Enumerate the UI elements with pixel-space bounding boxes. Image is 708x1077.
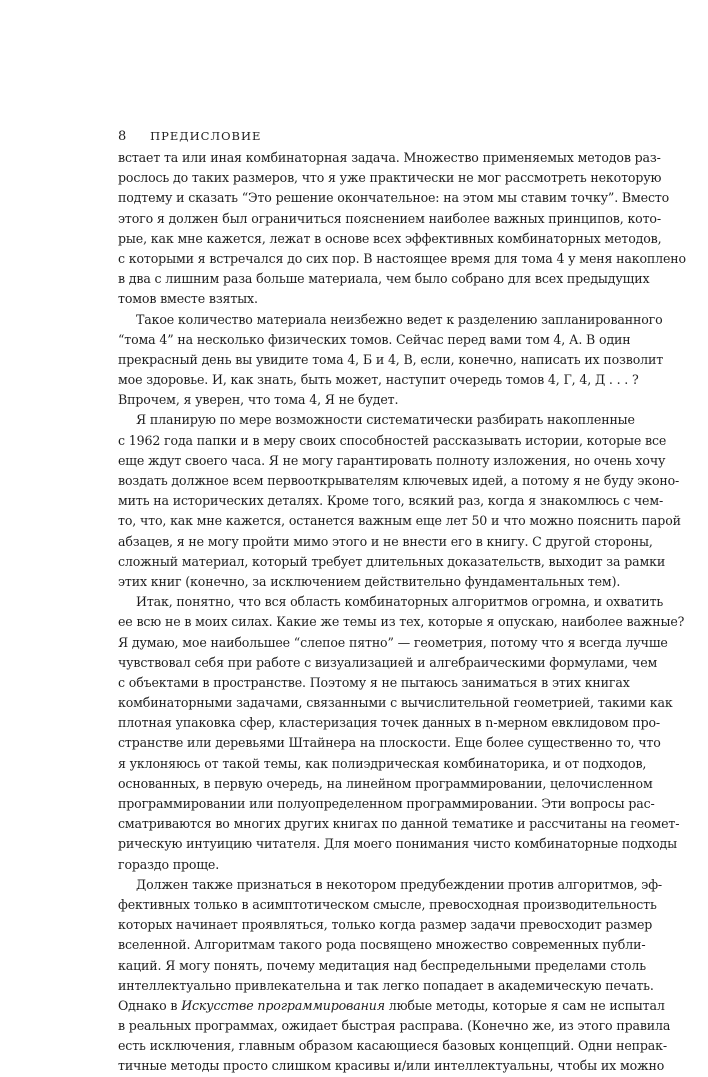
section-title: ПРЕДИСЛОВИЕ <box>150 129 262 143</box>
text-line: абзацев, я не могу пройти мимо этого и не внести его в книгу. С другой стороны, <box>118 533 653 549</box>
text-line: Однако в Искусстве программирования любые методы, которые я сам не испытал <box>118 997 665 1013</box>
text-line: программировании или полуопределенном программировании. Эти вопросы рас- <box>118 796 655 811</box>
text-line: вселенной. Алгоритмам такого рода посвящено множество современных публи- <box>118 937 646 953</box>
text-line: каций. Я могу понять, почему медитация над беспредельными пределами столь <box>118 957 646 973</box>
text-line: с 1962 года папки и в меру своих способностей рассказывать истории, которые все <box>118 432 667 448</box>
paragraph <box>118 410 681 592</box>
text-line: Я думаю, мое наибольшее “слепое пятно” — геометрия, потому что я всегда лучше <box>118 634 668 650</box>
paragraph <box>118 310 664 411</box>
text-line: с объектами в пространстве. Поэтому я не пытаюсь заниматься в этих книгах <box>118 674 630 690</box>
page-number: 8 <box>118 129 127 144</box>
text-line: комбинаторными задачами, связанными с вычислительной геометрией, такими как <box>118 695 673 711</box>
text-line: Впрочем, я уверен, что тома 4, Я не будет. <box>118 392 399 408</box>
text-line: есть исключения, главным образом касающиеся базовых концепций. Одни непрак- <box>118 1038 667 1054</box>
text-line: рическую интуицию читателя. Для моего понимания чисто комбинаторные подходы <box>118 836 678 852</box>
text-line: этих книг (конечно, за исключением действительно фундаментальных тем). <box>118 573 621 589</box>
paragraph <box>118 875 671 1077</box>
body-text <box>118 148 686 1077</box>
text-line: в реальных программах, ожидает быстрая расправа. (Конечно же, из этого правила <box>118 1018 671 1034</box>
text-line: странстве или деревьями Штайнера на плоскости. Еще более существенно то, что <box>118 735 661 751</box>
text-line: Должен также признаться в некотором предубеждении против алгоритмов, эф- <box>136 876 663 892</box>
text-line: тичные методы просто слишком красивы и/или интеллектуальны, чтобы их можно <box>118 1058 665 1074</box>
text-line: ее всю не в моих силах. Какие же темы из тех, которые я опускаю, наиболее важные? <box>118 614 685 630</box>
text-line: Такое количество материала неизбежно ведет к разделению запланированного <box>136 311 663 327</box>
text-line: подтему и сказать “Это решение окончательное: на этом мы ставим точку”. Вместо <box>118 190 670 206</box>
text-line: мое здоровье. И, как знать, быть может, наступит очередь томов 4, Г, 4, Д . . . ? <box>118 372 639 388</box>
text-line: Я планирую по мере возможности систематически разбирать накопленные <box>136 412 635 428</box>
text-line: я уклоняюсь от такой темы, как полиэдрическая комбинаторика, и от подходов, <box>118 755 647 771</box>
text-line: чувствовал себя при работе с визуализацией и алгебраическими формулами, чем <box>118 654 658 670</box>
text-line: еще ждут своего часа. Я не могу гарантировать полноту изложения, но очень хочу <box>118 452 666 468</box>
book-title-italic: Искусстве программирования <box>181 997 385 1013</box>
text-line: встает та или иная комбинаторная задача. Множество применяемых методов раз- <box>118 150 661 165</box>
text-line: сматриваются во многих других книгах по данной тематике и рассчитаны на геомет- <box>118 816 680 832</box>
text-line: этого я должен был ограничиться пояснением наиболее важных принципов, кото- <box>118 210 661 226</box>
text-line: томов вместе взятых. <box>118 291 258 307</box>
paragraph <box>118 592 685 875</box>
text-line: мить на исторических деталях. Кроме того, всякий раз, когда я знакомлюсь с чем- <box>118 493 664 509</box>
text-line: сложный материал, который требует длительных доказательств, выходит за рамки <box>118 553 666 569</box>
text-line: Итак, понятно, что вся область комбинаторных алгоритмов огромна, и охватить <box>136 594 664 610</box>
text-line: прекрасный день вы увидите тома 4, Б и 4, В, если, конечно, написать их позволит <box>118 351 664 367</box>
text-line: основанных, в первую очередь, на линейном программировании, целочисленном <box>118 775 653 791</box>
text-line: воздать должное всем первооткрывателям ключевых идей, а потому я не буду эконо- <box>118 473 680 488</box>
text-line: гораздо проще. <box>118 856 220 872</box>
text-line: то, что, как мне кажется, останется важным еще лет 50 и что можно пояснить парой <box>118 513 681 529</box>
paragraph <box>118 148 686 310</box>
text-line: “тома 4” на несколько физических томов. Сейчас перед вами том 4, А. В один <box>118 331 631 347</box>
text-line: рослось до таких размеров, что я уже практически не мог рассмотреть некоторую <box>118 170 662 186</box>
text-line: фективных только в асимптотическом смысле, превосходная производительность <box>118 896 657 912</box>
text-line: которых начинает проявляться, только когда размер задачи превосходит размер <box>118 917 653 933</box>
text-line: плотная упаковка сфер, кластеризация точек данных в n-мерном евклидовом про- <box>118 715 661 731</box>
text-line: с которыми я встречался до сих пор. В настоящее время для тома 4 у меня накоплено <box>118 250 686 266</box>
text-line: рые, как мне кажется, лежат в основе всех эффективных комбинаторных методов, <box>118 230 662 246</box>
text-line: интеллектуально привлекательна и так легко попадает в академическую печать. <box>118 977 654 993</box>
running-head <box>118 126 598 146</box>
text-line: в два с лишним раза больше материала, чем было собрано для всех предыдущих <box>118 271 650 287</box>
